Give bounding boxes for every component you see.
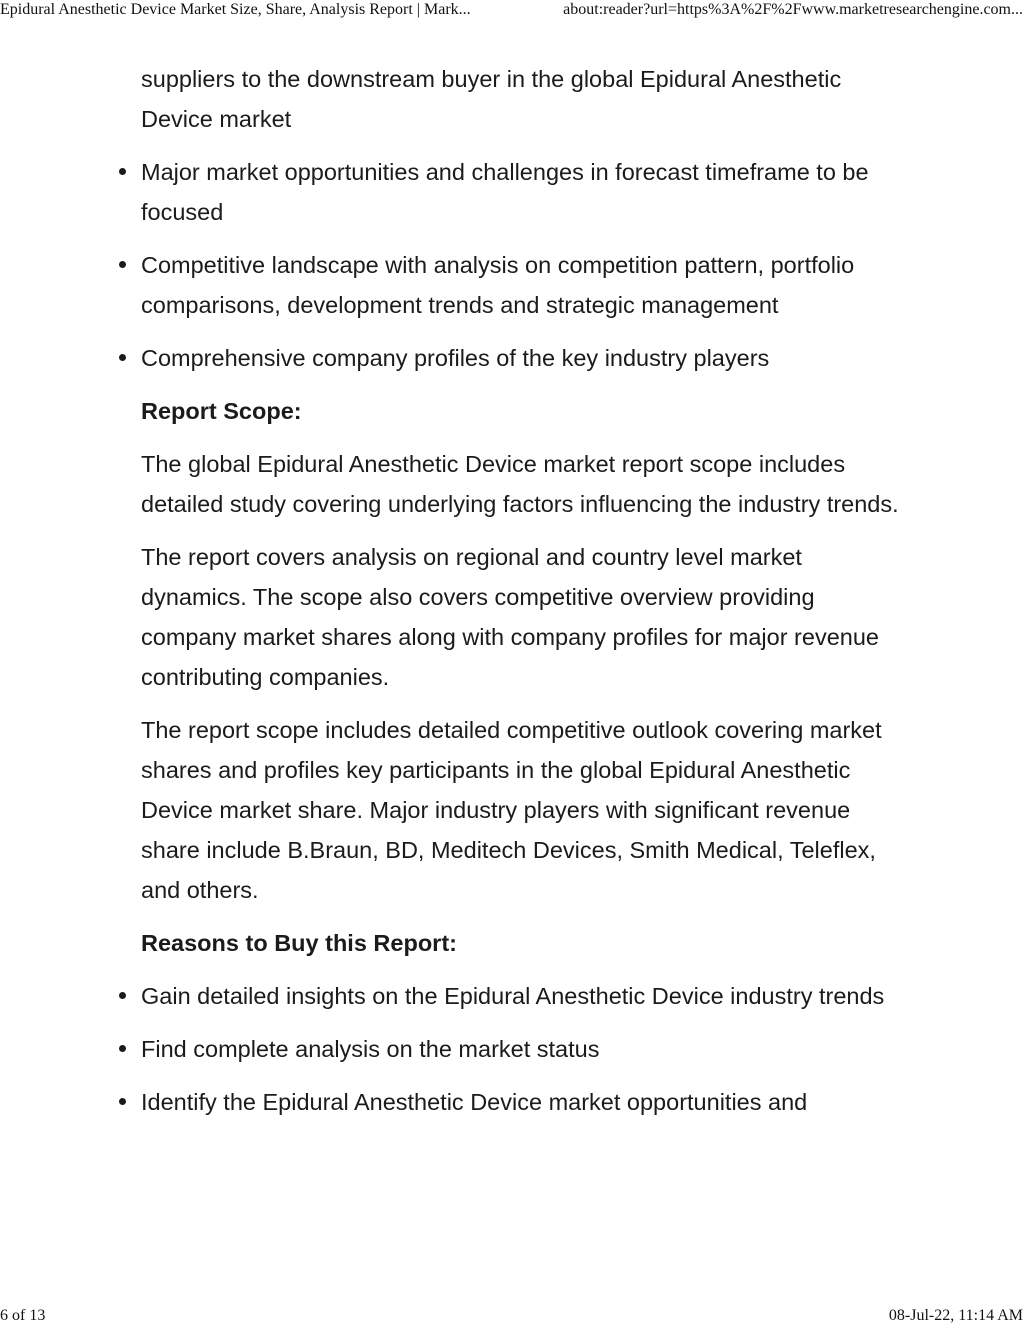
print-footer [0,1307,1024,1327]
list-item: Competitive landscape with analysis on competition pattern, portfolio comparisons, development trends and strategic management [141,245,901,325]
scope-paragraph: The report covers analysis on regional and country level market dynamics. The scope also covers competitive overview providing company market shares along with company profiles for major revenue contributing companies. [141,544,879,690]
list-item: Gain detailed insights on the Epidural Anesthetic Device industry trends [141,976,901,1016]
page-url: about:reader?url=https%3A%2F%2Fwww.marketresearchengine.com... [563,1,1023,18]
scope-paragraph: The global Epidural Anesthetic Device market report scope includes detailed study covering underlying factors influencing the industry trends. [141,451,899,517]
list-item: Comprehensive company profiles of the key industry players [141,338,901,378]
reasons-heading: Reasons to Buy this Report: [141,930,457,956]
page-title: Epidural Anesthetic Device Market Size, Share, Analysis Report | Mark... [0,1,471,18]
bullet-list-top [141,59,901,378]
print-datetime: 08-Jul-22, 11:14 AM [888,1307,1023,1324]
scope-paragraph: The report scope includes detailed competitive outlook covering market shares and profiles key participants in the global Epidural Anesthetic Device market share. Major industry players with significant revenue share include B.Braun, BD, Meditech Devices, Smith Medical, Teleflex, and others. [141,717,882,903]
report-scope-heading: Report Scope: [141,398,302,424]
list-item: Find complete analysis on the market status [141,1029,901,1069]
article-body [141,59,901,1135]
bullet-list-reasons [141,976,901,1122]
list-item: Identify the Epidural Anesthetic Device market opportunities and [141,1082,901,1122]
list-item: Major market opportunities and challenges in forecast timeframe to be focused [141,152,901,232]
print-header [0,1,1024,23]
page-number: 6 of 13 [0,1307,46,1324]
list-item-continuation: suppliers to the downstream buyer in the global Epidural Anesthetic Device market [141,66,842,132]
